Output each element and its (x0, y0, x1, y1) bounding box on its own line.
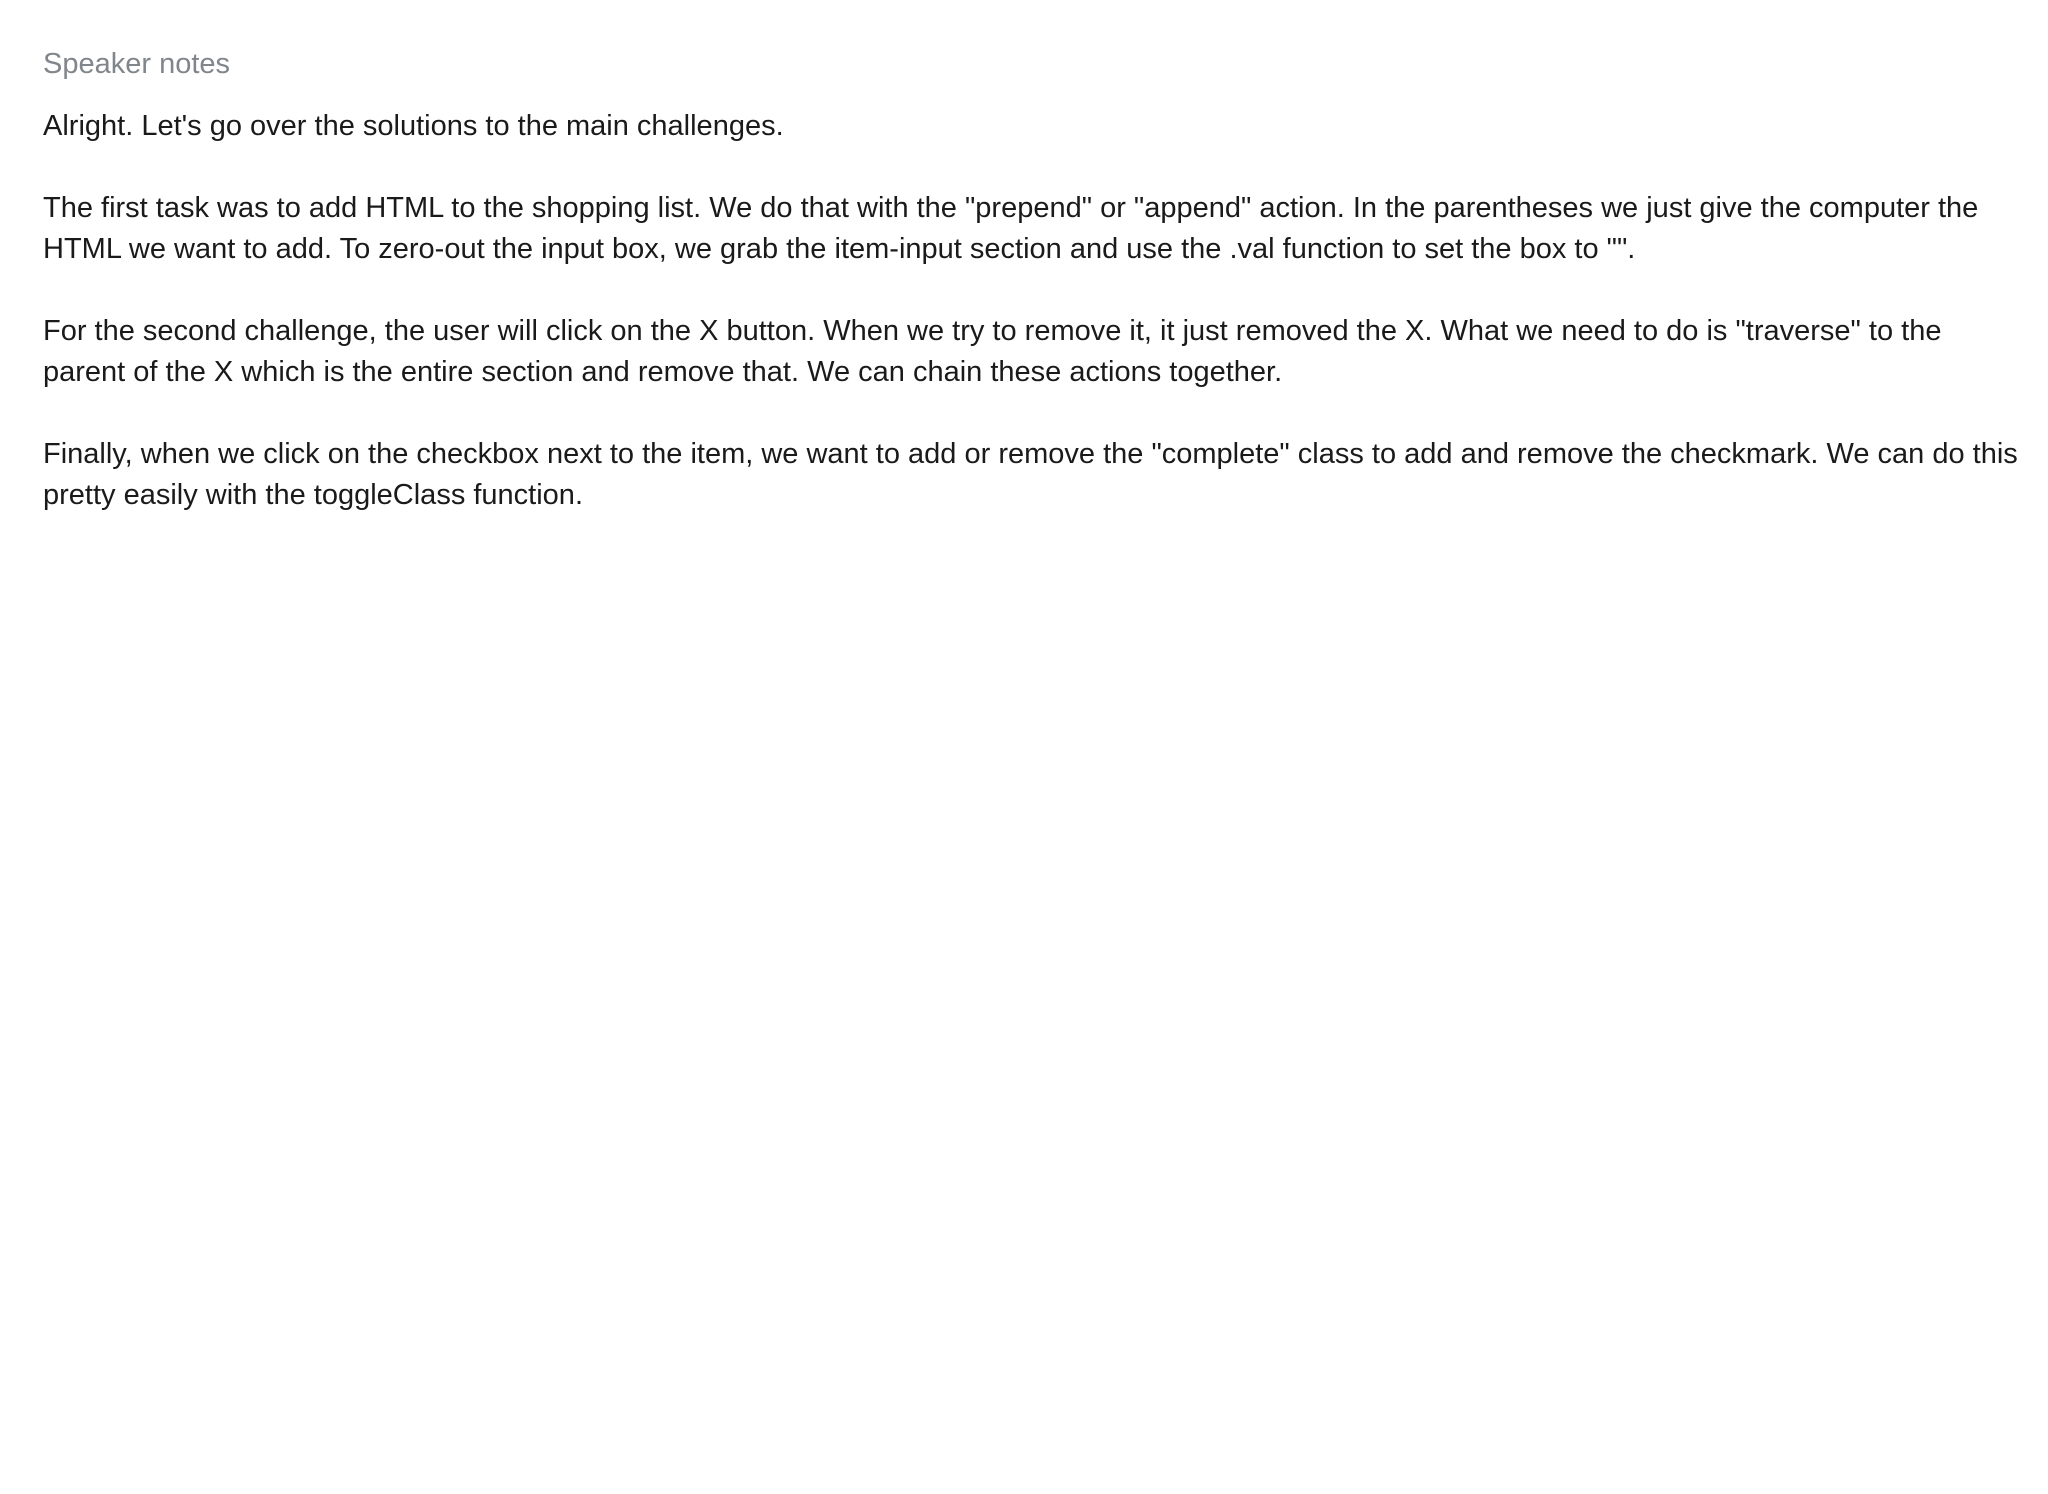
speaker-notes-body[interactable] (43, 106, 2023, 516)
speaker-notes-panel[interactable] (43, 44, 2023, 557)
notes-paragraph: Alright. Let's go over the solutions to the main challenges. (43, 110, 784, 142)
notes-paragraph: For the second challenge, the user will click on the X button. When we try to remove it, it just removed the X. What we need to do is "traverse" to the parent of the X which is the entire section and remove that. We can chain these actions together. (43, 315, 1942, 388)
notes-paragraph: The first task was to add HTML to the shopping list. We do that with the "prepend" or "append" action. In the parentheses we just give the computer the HTML we want to add. To zero-out the input box, we grab the item-input section and use the .val function to set the box to "". (43, 192, 1979, 265)
notes-paragraph: Finally, when we click on the checkbox next to the item, we want to add or remove the "complete" class to add and remove the checkmark. We can do this pretty easily with the toggleClass function. (43, 438, 2018, 511)
speaker-notes-heading: Speaker notes (43, 48, 231, 80)
